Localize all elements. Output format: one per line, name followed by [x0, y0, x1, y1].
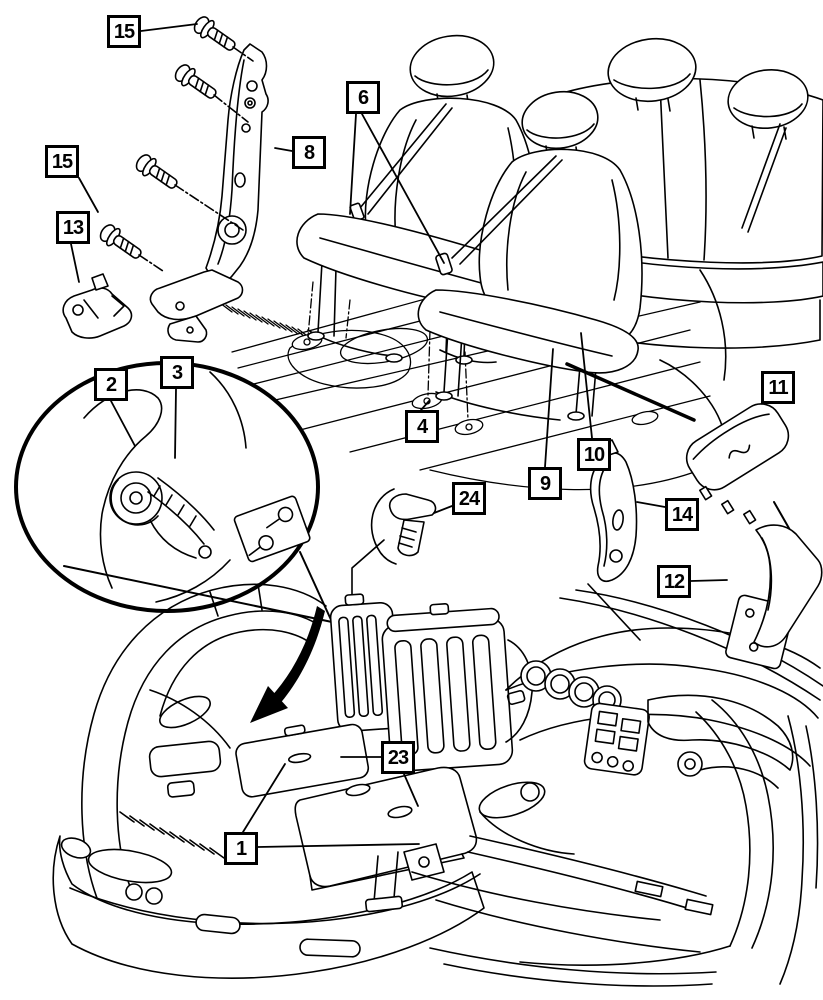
- fold-direction-arrow: [250, 606, 325, 723]
- callout-9: 9: [528, 467, 562, 500]
- callout-15-lower: 15: [45, 145, 79, 178]
- callout-4: 4: [405, 410, 439, 443]
- callout-1: 1: [224, 832, 258, 865]
- center-stack: [584, 702, 651, 775]
- callout-10: 10: [577, 438, 611, 471]
- floor-latch-13: [63, 274, 131, 338]
- callout-14: 14: [665, 498, 699, 531]
- detail-circle: [16, 363, 332, 622]
- callout-3: 3: [160, 356, 194, 389]
- quarter-shield-12: [725, 525, 822, 670]
- callout-15-upper: 15: [107, 15, 141, 48]
- callout-8: 8: [292, 136, 326, 169]
- callout-6: 6: [346, 81, 380, 114]
- callout-12: 12: [657, 565, 691, 598]
- callout-11: 11: [761, 371, 795, 404]
- release-handle-24: [352, 489, 435, 610]
- callout-23: 23: [381, 741, 415, 774]
- callout-2: 2: [94, 368, 128, 401]
- callout-24: 24: [452, 482, 486, 515]
- vent-grille: [220, 303, 310, 338]
- callout-13: 13: [56, 211, 90, 244]
